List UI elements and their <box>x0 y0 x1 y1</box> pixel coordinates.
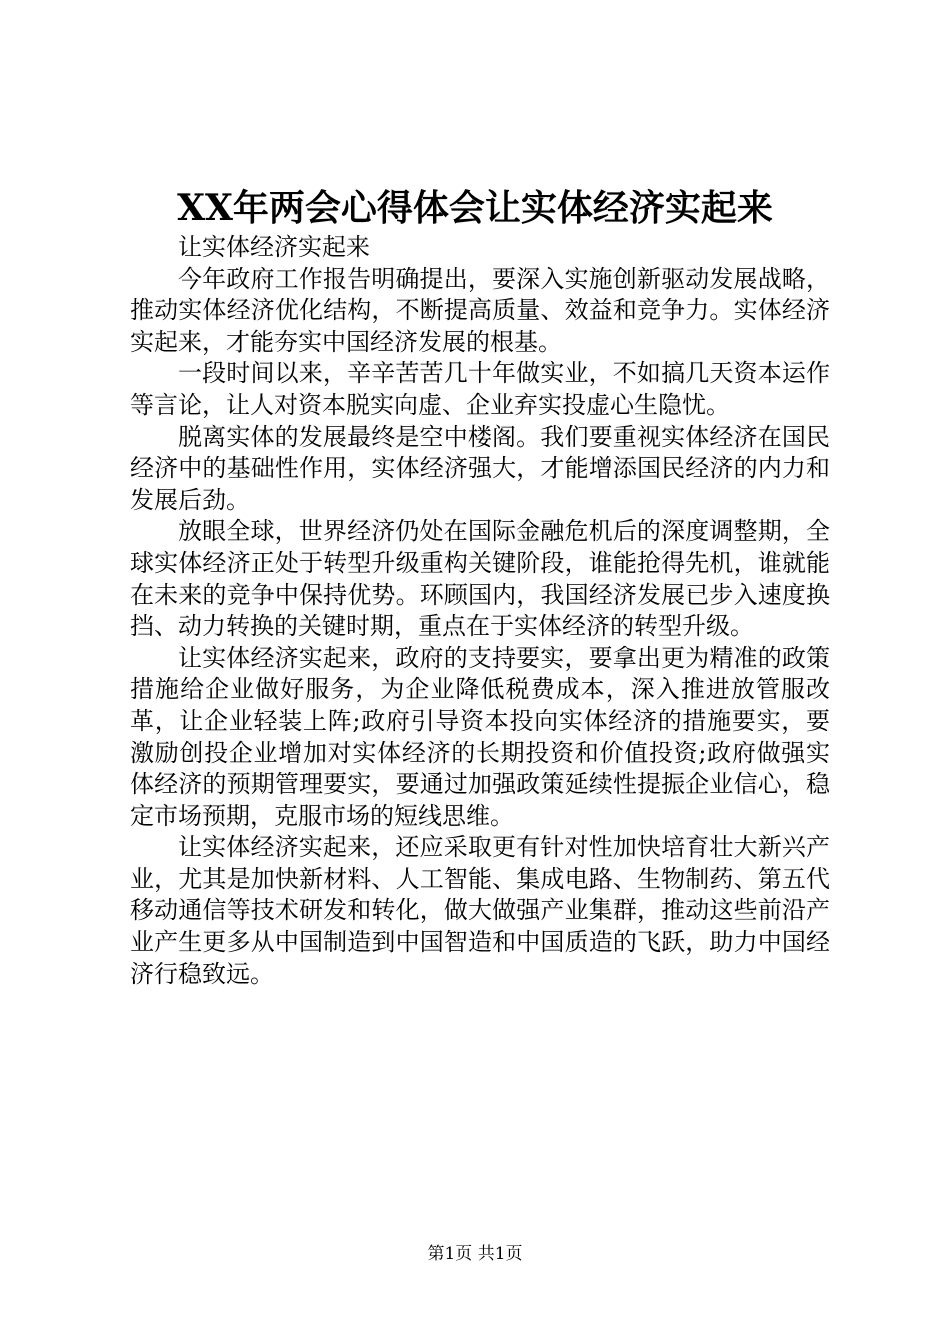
page-number-footer: 第1页 共1页 <box>427 1244 523 1264</box>
paragraph: 让实体经济实起来，政府的支持要实，要拿出更为精准的政策措施给企业做好服务，为企业降低税费成本，深入推进放管服改革，让企业轻装上阵;政府引导资本投向实体经济的措施要实，要激励创投企业增加对实体经济的长期投资和价值投资;政府做强实体经济的预期管理要实，要通过加强政策延续性提振企业信心，稳定市场预期，克服市场的短线思维。 <box>130 643 830 830</box>
paragraph: 让实体经济实起来，还应采取更有针对性加快培育壮大新兴产业，尤其是加快新材料、人工智能、集成电路、生物制药、第五代移动通信等技术研发和转化，做大做强产业集群，推动这些前沿产业产生更多从中国制造到中国智造和中国质造的飞跃，助力中国经济行稳致远。 <box>130 833 830 988</box>
paragraph-subtitle: 让实体经济实起来 <box>178 233 370 261</box>
paragraph: 脱离实体的发展最终是空中楼阁。我们要重视实体经济在国民经济中的基础性作用，实体经济强大，才能增添国民经济的内力和发展后劲。 <box>130 422 830 514</box>
paragraph: 放眼全球，世界经济仍处在国际金融危机后的深度调整期，全球实体经济正处于转型升级重构关键阶段，谁能抢得先机，谁就能在未来的竞争中保持优势。环顾国内，我国经济发展已步入速度换挡、动力转换的关键时期，重点在于实体经济的转型升级。 <box>130 517 830 641</box>
paragraph: 一段时间以来，辛辛苦苦几十年做实业，不如搞几天资本运作等言论，让人对资本脱实向虚、企业弃实投虚心生隐忧。 <box>130 359 830 419</box>
document-body <box>130 232 830 990</box>
document-title: XX年两会心得体会让实体经济实起来 <box>177 187 773 229</box>
paragraph: 今年政府工作报告明确提出，要深入实施创新驱动发展战略，推动实体经济优化结构，不断提高质量、效益和竞争力。实体经济实起来，才能夯实中国经济发展的根基。 <box>130 264 830 356</box>
